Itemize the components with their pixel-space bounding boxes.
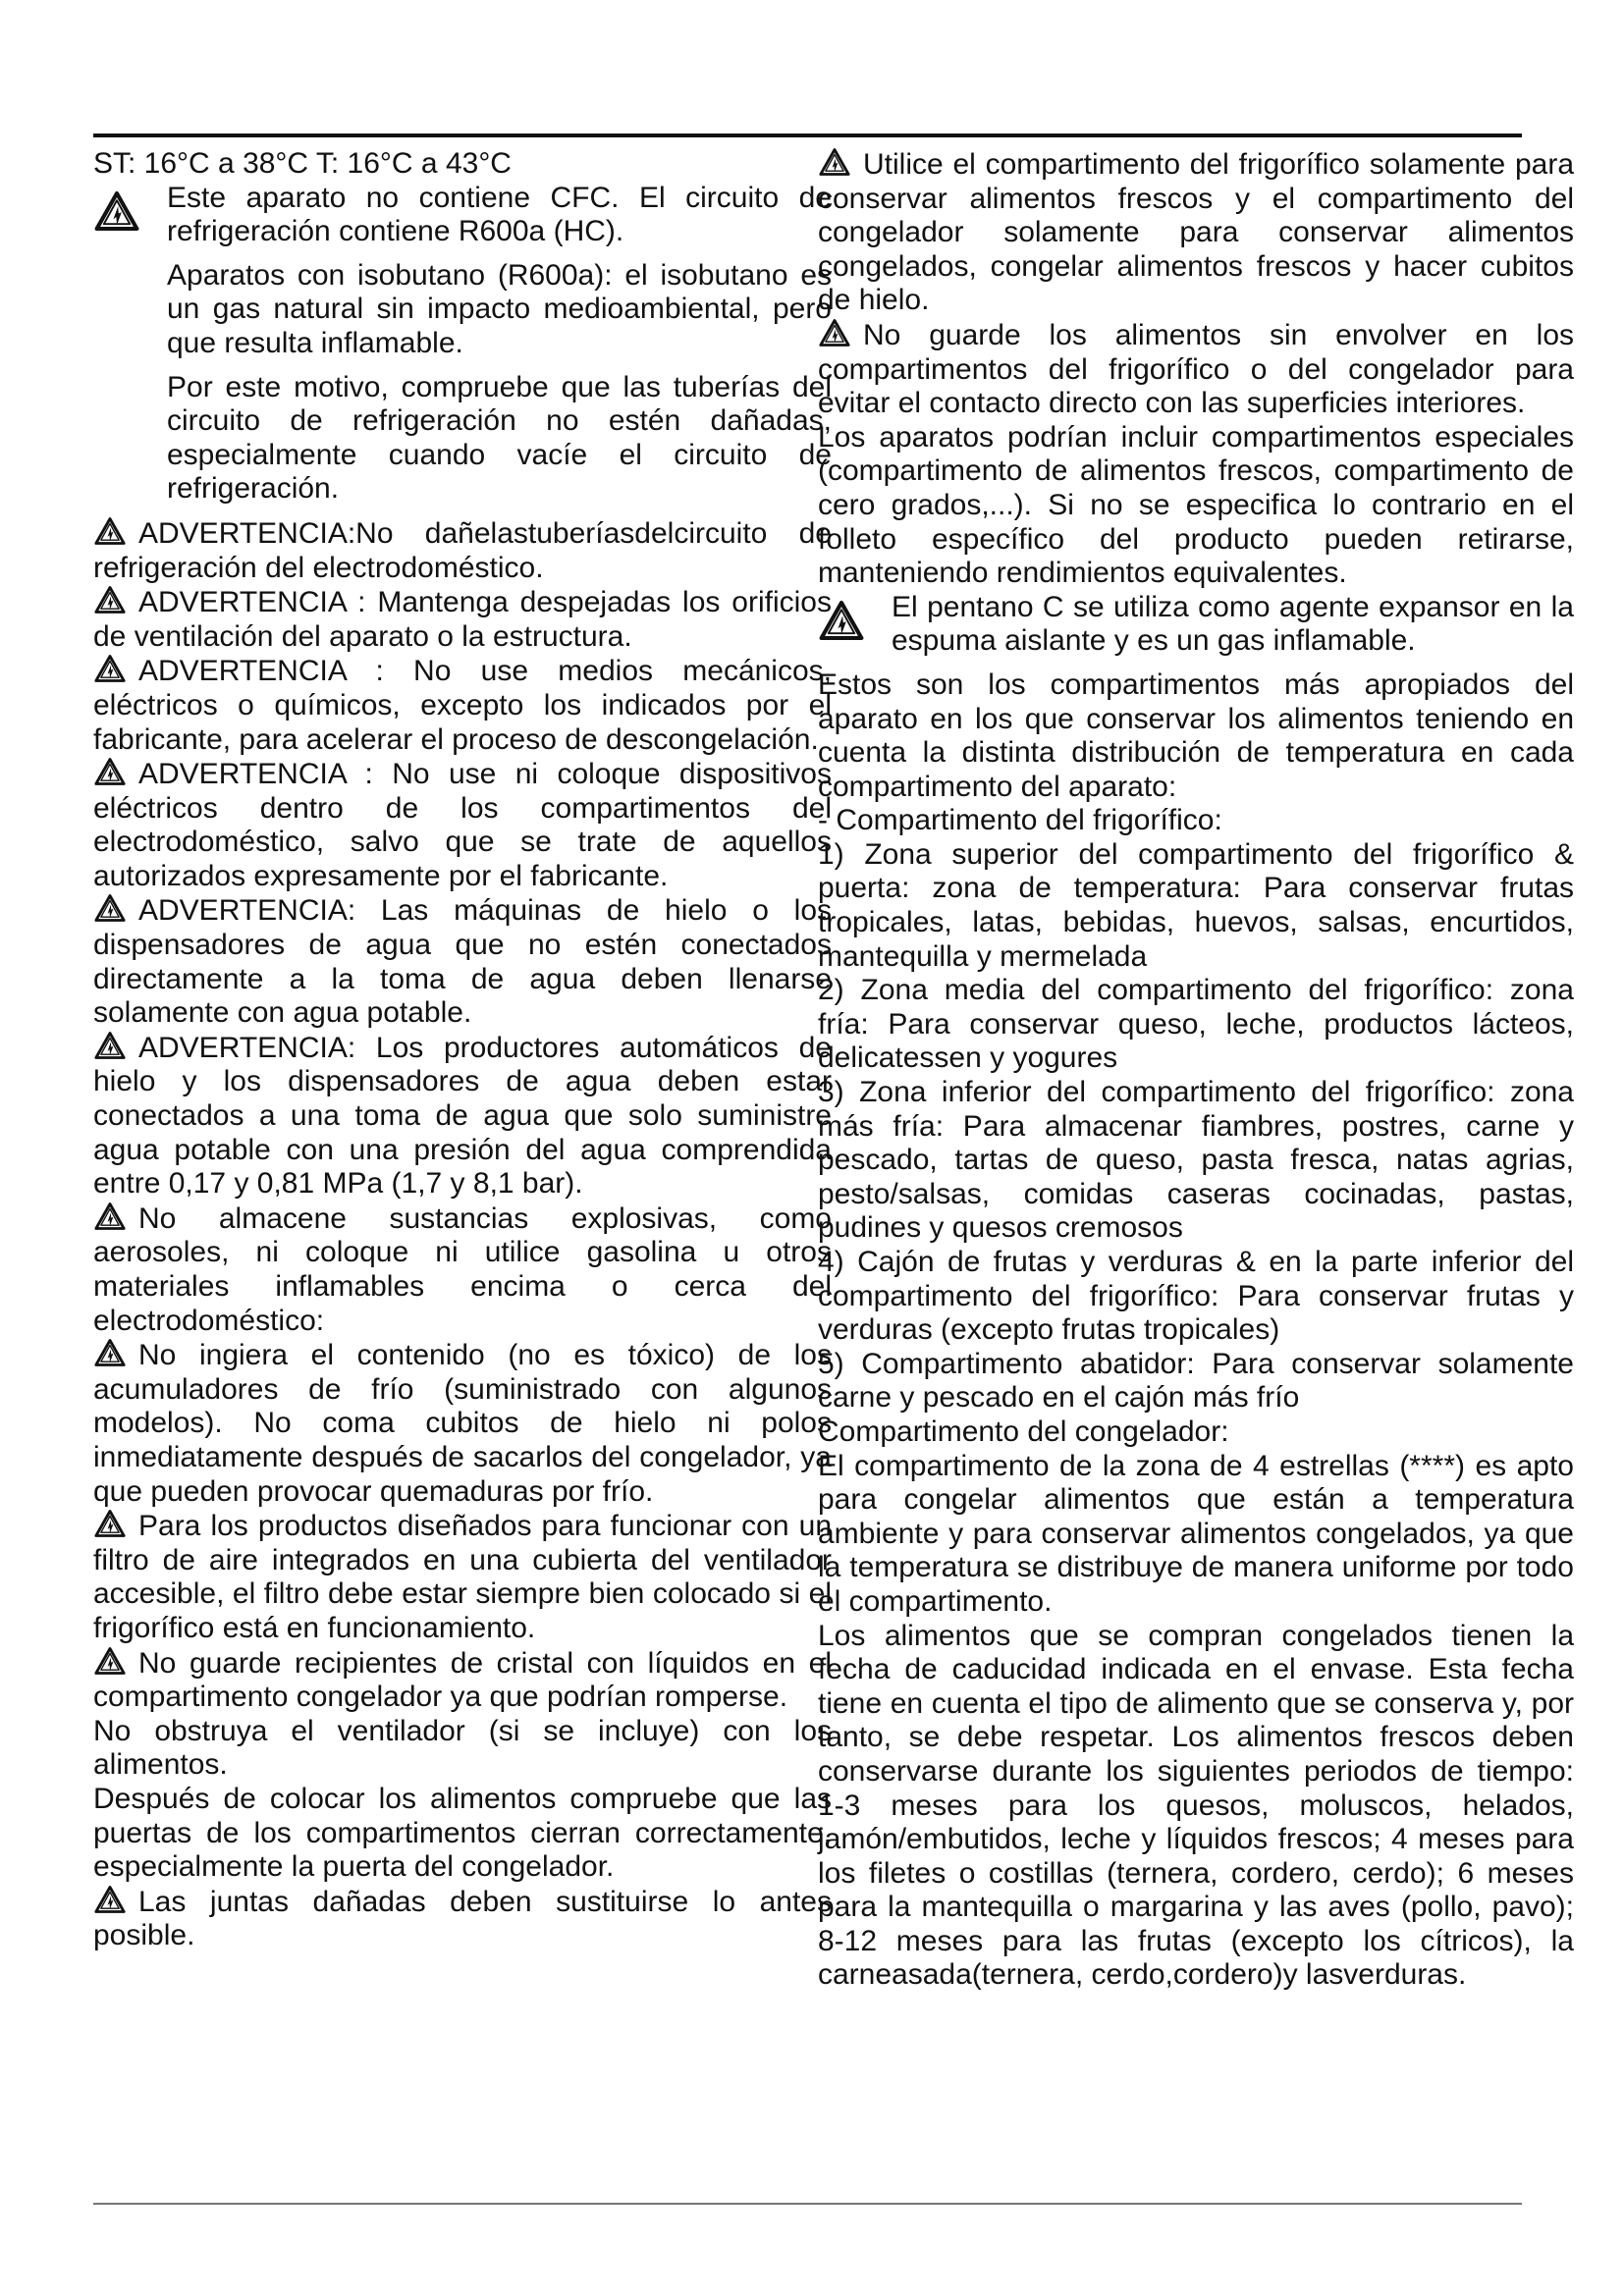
ventilator-note: No obstruya el ventilador (si se incluye) con los alimentos. xyxy=(93,1714,832,1782)
warning-icon xyxy=(93,654,127,683)
warning-icon xyxy=(93,757,127,786)
pentane-text: El pentano C se utiliza como agente expansor en la espuma aislante y es un gas inflamable. xyxy=(892,590,1574,658)
storage-periods: Los alimentos que se compran congelados tienen la fecha de caducidad indicada en el envase. Esta fecha tiene en cuenta el tipo de alimento que se conserva y, por tanto, se debe respetar. Los alimentos frescos deben conservarse durante los siguientes periodos de tiempo: 1-3 meses para los quesos, moluscos, helados, jamón/embutidos, leche y líquidos frescos; 4 meses para los filetes o costillas (ternera, cordero, cerdo); 6 meses para la mantequilla o margarina y las aves (pollo, pavo); 8-12 meses para las frutas (excepto los cítricos), la carneasada(ternera, cerdo,cordero)y lasverduras. xyxy=(818,1619,1574,1992)
circuit-check-text: Por este motivo, compruebe que las tuberías del circuito de refrigeración no estén dañadas, especialmente cuando vacíe el circuito de refrigeración. xyxy=(167,370,832,506)
warning-paragraph: Para los productos diseñados para funcionar con un filtro de aire integrados en una cubierta del ventilador accesible, el filtro debe estar siempre bien colocado si el frigorífico está en funcionamiento. xyxy=(93,1510,832,1644)
warning-icon xyxy=(818,147,851,177)
zone-1: 1) Zona superior del compartimento del frigorífico & puerta: zona de temperatura: Para conservar frutas tropicales, latas, bebidas, huevos, salsas, encurtidos, mantequilla y mermelada xyxy=(818,837,1574,973)
footer-rule xyxy=(93,2203,1522,2205)
freezer-heading: Compartimento del congelador: xyxy=(818,1415,1229,1448)
zone-3: 3) Zona inferior del compartimento del frigorífico: zona más fría: Para almacenar fiambres, postres, carne y pescado, tartas de queso, pasta fresca, natas agrias, pesto/salsas, comidas caseras cocinadas, pastas, pudines y quesos cremosos xyxy=(818,1076,1574,1245)
warning-icon xyxy=(93,1338,127,1367)
freezer-description: El compartimento de la zona de 4 estrellas (****) es apto para congelar alimentos que están a temperatura ambiente y para conservar alimentos congelados, ya que la temperatura se distribuye de manera uniforme por todo el compartimento. xyxy=(818,1449,1574,1618)
warning-paragraph: ADVERTENCIA : No use ni coloque dispositivos eléctricos dentro de los compartimentos del electrodoméstico, salvo que se trate de aquellos autorizados expresamente por el fabricante. xyxy=(93,758,832,892)
warning-paragraph: ADVERTENCIA : No use medios mecánicos, eléctricos o químicos, excepto los indicados por el fabricante, para acelerar el proceso de descongelación. xyxy=(93,655,832,756)
special-compartments-note: Los aparatos podrían incluir compartimentos especiales (compartimento de alimentos frescos, compartimento de cero grados,...). Si no se especifica lo contrario en el folleto específico del producto pueden retirarse, manteniendo rendimientos equivalentes. xyxy=(818,420,1574,590)
warning-icon xyxy=(93,1201,127,1231)
right-column xyxy=(818,147,1574,1993)
cfc-text: Este aparato no contiene CFC. El circuito de refrigeración contiene R600a (HC). xyxy=(167,181,832,248)
zone-5: 5) Compartimento abatidor: Para conservar solamente carne y pescado en el cajón más frío xyxy=(818,1347,1574,1415)
warning-icon xyxy=(93,1509,127,1538)
warning-icon xyxy=(93,893,127,923)
warning-icon xyxy=(93,1031,127,1060)
door-check-note: Después de colocar los alimentos compruebe que las puertas de los compartimentos cierran correctamente, especialmente la puerta del congelador. xyxy=(93,1782,832,1884)
flammable-warning-icon xyxy=(93,189,140,233)
warning-icon xyxy=(93,516,127,546)
isobutane-text: Aparatos con isobutano (R600a): el isobutano es un gas natural sin impacto medioambiental, pero que resulta inflamable. xyxy=(167,258,832,359)
warning-icon xyxy=(93,1646,127,1676)
zone-4: 4) Cajón de frutas y verduras & en la parte inferior del compartimento del frigorífico: Para conservar frutas y verduras (excepto frutas tropicales) xyxy=(818,1246,1574,1347)
warning-icon xyxy=(818,318,851,347)
left-column xyxy=(93,147,832,1953)
warning-icon xyxy=(93,585,127,614)
warning-paragraph: Las juntas dañadas deben sustituirse lo antes posible. xyxy=(93,1885,832,1952)
zone-2: 2) Zona media del compartimento del frigorífico: zona fría: Para conservar queso, leche, productos lácteos, delicatessen y yogures xyxy=(818,974,1574,1075)
warning-paragraph: ADVERTENCIA:No dañelastuberíasdelcircuito de refrigeración del electrodoméstico. xyxy=(93,516,832,584)
warning-paragraph: No ingiera el contenido (no es tóxico) de los acumuladores de frío (suministrado con algunos modelos). No coma cubitos de hielo ni polos inmediatamente después de sacarlos del congelador, ya que pueden provocar quemaduras por frío. xyxy=(93,1339,832,1508)
warning-paragraph: ADVERTENCIA: Los productores automáticos de hielo y los dispensadores de agua deben estar conectados a una toma de agua que solo suministre agua potable con una presión del agua comprendida entre 0,17 y 0,81 MPa (1,7 y 8,1 bar). xyxy=(93,1031,832,1201)
warning-paragraph: No almacene sustancias explosivas, como aerosoles, ni coloque ni utilice gasolina u otros materiales inflamables encima o cerca del electrodoméstico: xyxy=(93,1201,832,1337)
header-rule xyxy=(93,133,1522,137)
warning-paragraph: ADVERTENCIA : Mantenga despejadas los orificios de ventilación del aparato o la estructura. xyxy=(93,586,832,653)
warning-icon xyxy=(93,1885,127,1914)
temperature-classes: ST: 16°C a 38°C T: 16°C a 43°C xyxy=(93,147,512,180)
cfc-warning-block xyxy=(93,182,832,507)
compartments-intro: Estos son los compartimentos más apropiados del aparato en los que conservar los alimentos teniendo en cuenta la distinta distribución de temperatura en cada compartimento del aparato: xyxy=(818,667,1574,803)
pentane-warning-block xyxy=(818,591,1574,659)
flammable-warning-icon xyxy=(818,599,865,642)
warning-paragraph: Utilice el compartimento del frigorífico solamente para conservar alimentos frescos y el compartimento del congelador solamente para conservar alimentos congelados, congelar alimentos frescos y hacer cubitos de hielo. xyxy=(818,148,1574,317)
warning-paragraph: No guarde los alimentos sin envolver en los compartimentos del frigorífico o del congelador para evitar el contacto directo con las superficies interiores. xyxy=(818,318,1574,420)
warning-paragraph: No guarde recipientes de cristal con líquidos en el compartimento congelador ya que podrían romperse. xyxy=(93,1646,832,1714)
fridge-heading: - Compartimento del frigorífico: xyxy=(818,804,1222,837)
warning-paragraph: ADVERTENCIA: Las máquinas de hielo o los dispensadores de agua que no estén conectados directamente a la toma de agua deben llenarse solamente con agua potable. xyxy=(93,894,832,1030)
